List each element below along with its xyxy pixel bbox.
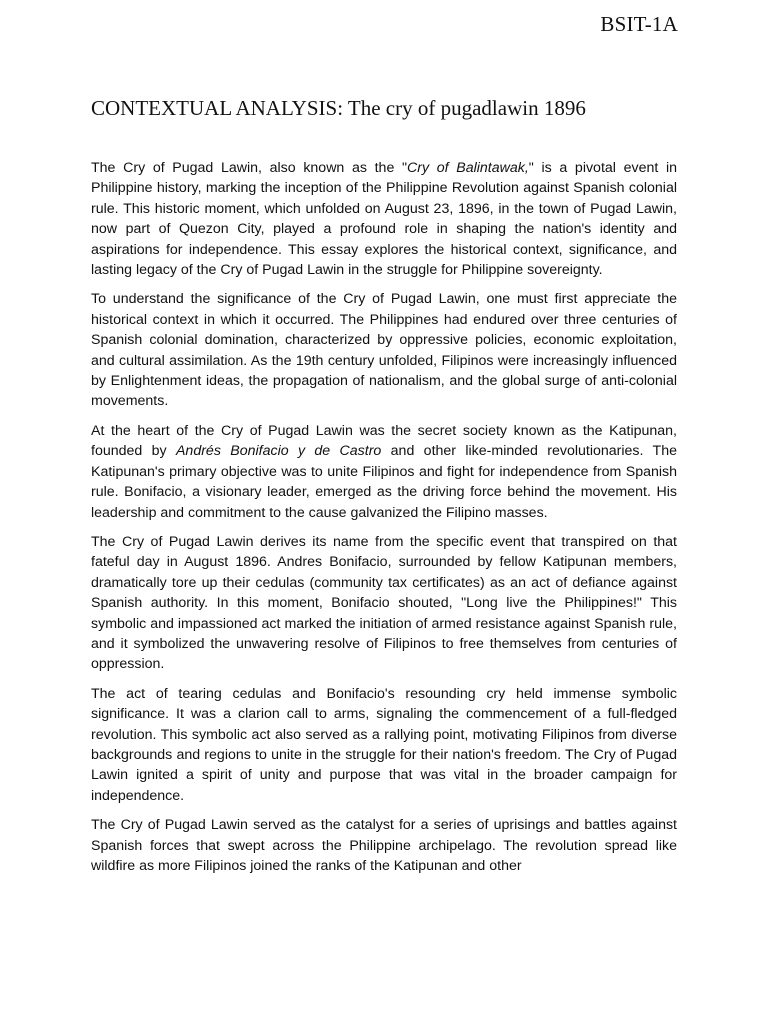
paragraph-4: [91, 532, 677, 675]
paragraph-6: [91, 815, 677, 876]
paragraph-1-italic: Cry of Balintawak,: [407, 160, 529, 176]
paragraph-1-text-end: " is a pivotal event in Philippine history, marking the inception of the Philippine Revolution against Spanish colonial rule. This historic moment, which unfolded on August 23, 1896, in the town of Pugad Lawin, now part of Quezon City, played a profound role in shaping the nation's identity and aspirations for independence. This essay explores the historical context, significance, and lasting legacy of the Cry of Pugad Lawin in the struggle for Philippine sovereignty.: [91, 160, 677, 279]
paragraph-1-text: The Cry of Pugad Lawin, also known as the ": [91, 160, 408, 176]
document-title: CONTEXTUAL ANALYSIS: The cry of pugadlawin 1896: [91, 96, 586, 120]
paragraph-1: [91, 158, 677, 280]
paragraph-3: [91, 421, 677, 523]
document-body: [91, 158, 677, 885]
paragraph-2-text: To understand the significance of the Cry of Pugad Lawin, one must first appreciate the historical context in which it occurred. The Philippines had endured over three centuries of Spanish colonial domination, characterized by oppressive policies, economic exploitation, and cultural assimilation. As the 19th century unfolded, Filipinos were increasingly influenced by Enlightenment ideas, the propagation of nationalism, and the global surge of anti-colonial movements.: [91, 291, 677, 410]
paragraph-6-text: The Cry of Pugad Lawin served as the catalyst for a series of uprisings and battles against Spanish forces that swept across the Philippine archipelago. The revolution spread like wildfire as more Filipinos joined the ranks of the Katipunan and other: [91, 817, 677, 874]
section-label: BSIT-1A: [600, 12, 678, 36]
paragraph-5: [91, 684, 677, 806]
paragraph-4-text: The Cry of Pugad Lawin derives its name from the specific event that transpired on that fateful day in August 1896. Andres Bonifacio, surrounded by fellow Katipunan members, dramatically tore up their cedulas (community tax certificates) as an act of defiance against Spanish authority. In this moment, Bonifacio shouted, "Long live the Philippines!" This symbolic and impassioned act marked the initiation of armed resistance against Spanish rule, and it symbolized the unwavering resolve of Filipinos to free themselves from centuries of oppression.: [91, 533, 677, 673]
paragraph-3-text: At the heart of the Cry of Pugad Lawin was the secret society known as the Katipunan, founded by: [91, 422, 677, 460]
paragraph-3-text-end: and other like-minded revolutionaries. The Katipunan's primary objective was to unite Filipinos and fight for independence from Spanish rule. Bonifacio, a visionary leader, emerged as the driving force behind the movement. His leadership and commitment to the cause galvanized the Filipino masses.: [91, 443, 677, 521]
paragraph-5-text: The act of tearing cedulas and Bonifacio's resounding cry held immense symbolic significance. It was a clarion call to arms, signaling the commencement of a full-fledged revolution. This symbolic act also served as a rallying point, motivating Filipinos from diverse backgrounds and regions to unite in the struggle for their nation's freedom. The Cry of Pugad Lawin ignited a spirit of unity and purpose that was vital in the broader campaign for independence.: [91, 685, 677, 804]
paragraph-2: [91, 289, 677, 411]
paragraph-3-italic: Andrés Bonifacio y de Castro: [175, 443, 382, 460]
